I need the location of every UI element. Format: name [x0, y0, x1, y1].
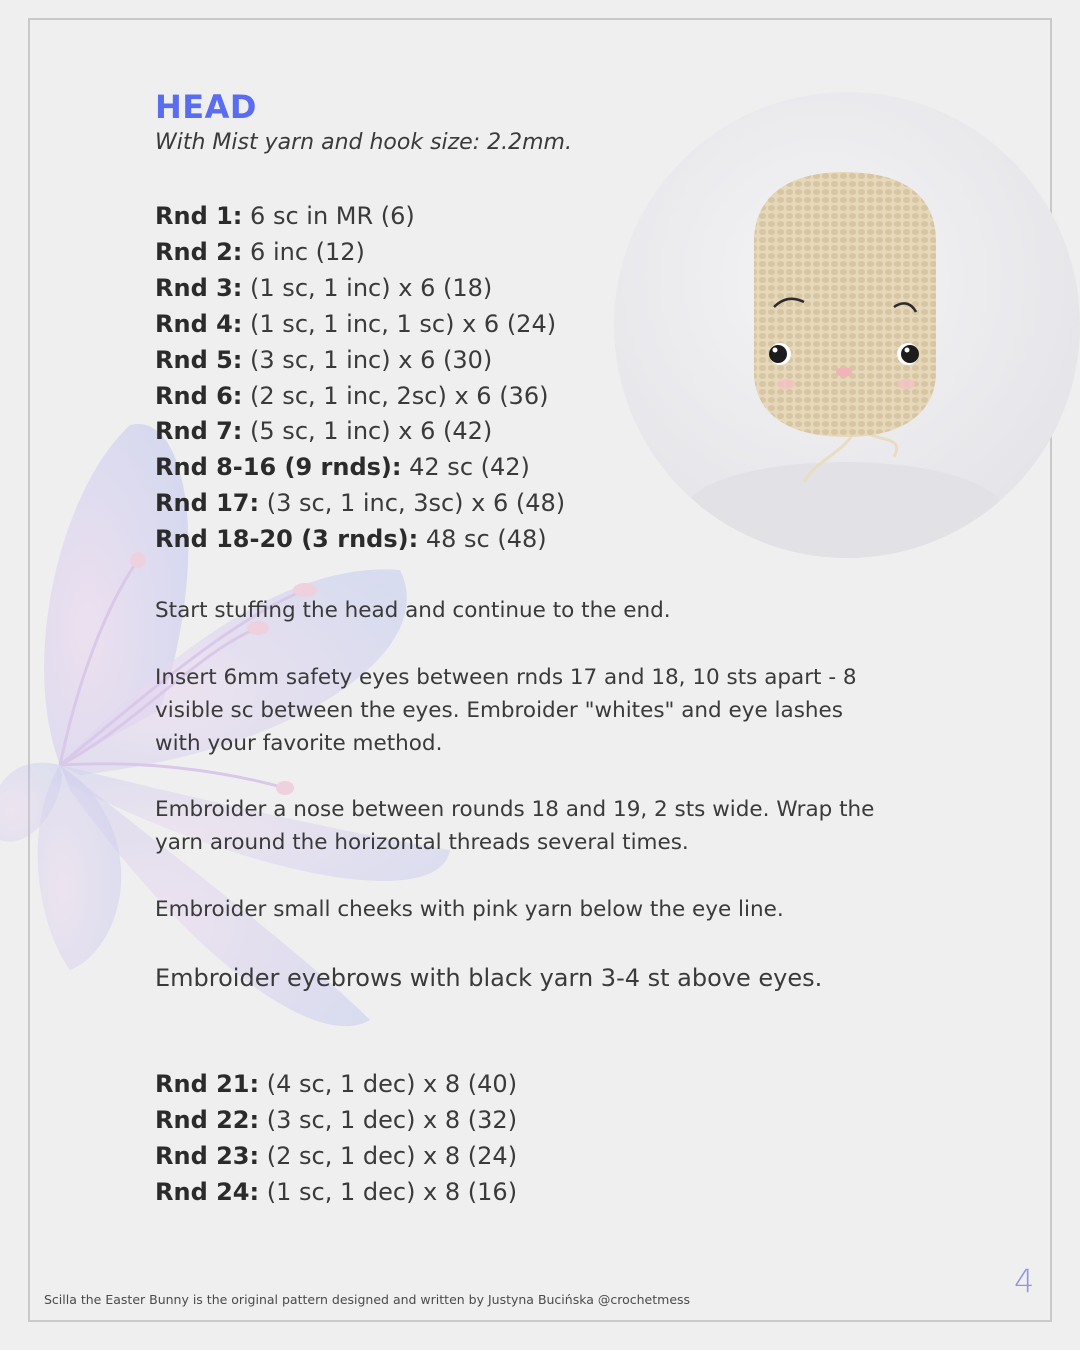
round-row: [155, 1139, 517, 1175]
round-label: Rnd 22:: [155, 1105, 260, 1134]
round-text: (3 sc, 1 inc) x 6 (30): [250, 345, 493, 374]
section-subtitle: With Mist yarn and hook size: 2.2mm.: [155, 130, 572, 155]
round-label: Rnd 5:: [155, 345, 243, 374]
round-text: (1 sc, 1 dec) x 8 (16): [266, 1177, 518, 1206]
round-text: (1 sc, 1 inc) x 6 (18): [250, 273, 493, 302]
round-row: [155, 235, 565, 271]
round-row: [155, 199, 565, 235]
round-row: [155, 307, 565, 343]
head-photo: [614, 92, 1080, 558]
round-text: (5 sc, 1 inc) x 6 (42): [250, 417, 493, 446]
round-row: [155, 1175, 517, 1211]
round-label: Rnd 7:: [155, 417, 243, 446]
crochet-head-image: [614, 92, 1080, 558]
rounds-list-1: [155, 199, 565, 558]
round-text: 42 sc (42): [409, 453, 530, 482]
section-title: HEAD: [155, 88, 257, 126]
round-row: [155, 1067, 517, 1103]
round-row: [155, 1103, 517, 1139]
round-text: (2 sc, 1 dec) x 8 (24): [266, 1141, 518, 1170]
round-row: [155, 414, 565, 450]
round-text: (1 sc, 1 inc, 1 sc) x 6 (24): [250, 309, 557, 338]
round-row: [155, 522, 565, 558]
round-label: Rnd 17:: [155, 489, 260, 518]
round-row: [155, 486, 565, 522]
round-label: Rnd 24:: [155, 1177, 260, 1206]
footer-credit: Scilla the Easter Bunny is the original pattern designed and written by Justyna Bucińska @crochetmess: [44, 1292, 691, 1307]
instruction-nose: Embroider a nose between rounds 18 and 19, 2 sts wide. Wrap the yarn around the horizontal threads several times.: [155, 797, 875, 855]
round-label: Rnd 6:: [155, 381, 243, 410]
round-row: [155, 379, 565, 415]
instruction-cheeks: Embroider small cheeks with pink yarn below the eye line.: [155, 897, 784, 922]
round-text: 6 inc (12): [250, 237, 365, 266]
instruction-stuffing: Start stuffing the head and continue to the end.: [155, 598, 671, 623]
round-label: Rnd 21:: [155, 1070, 260, 1098]
round-text: (3 sc, 1 dec) x 8 (32): [266, 1105, 518, 1134]
round-label: Rnd 4:: [155, 309, 243, 338]
round-row: [155, 450, 565, 486]
round-text: (4 sc, 1 dec) x 8 (40): [266, 1070, 518, 1098]
round-label: Rnd 3:: [155, 273, 243, 302]
page-number: 4: [1014, 1262, 1035, 1300]
instruction-eyes: Insert 6mm safety eyes between rnds 17 and 18, 10 sts apart - 8 visible sc between the eyes. Embroider "whites" and eye lashes with your favorite method.: [155, 665, 857, 756]
rounds-list-2: [155, 1067, 517, 1211]
instruction-eyebrows: Embroider eyebrows with black yarn 3-4 st above eyes.: [155, 964, 823, 992]
round-label: Rnd 23:: [155, 1141, 260, 1170]
round-text: (3 sc, 1 inc, 3sc) x 6 (48): [266, 489, 566, 518]
round-label: Rnd 8-16 (9 rnds):: [155, 453, 402, 482]
round-text: 6 sc in MR (6): [250, 202, 415, 230]
round-row: [155, 343, 565, 379]
round-text: (2 sc, 1 inc, 2sc) x 6 (36): [250, 381, 549, 410]
round-text: 48 sc (48): [425, 525, 547, 554]
round-row: [155, 271, 565, 307]
round-label: Rnd 1:: [155, 202, 243, 230]
round-label: Rnd 2:: [155, 237, 243, 266]
round-label: Rnd 18-20 (3 rnds):: [155, 525, 419, 554]
